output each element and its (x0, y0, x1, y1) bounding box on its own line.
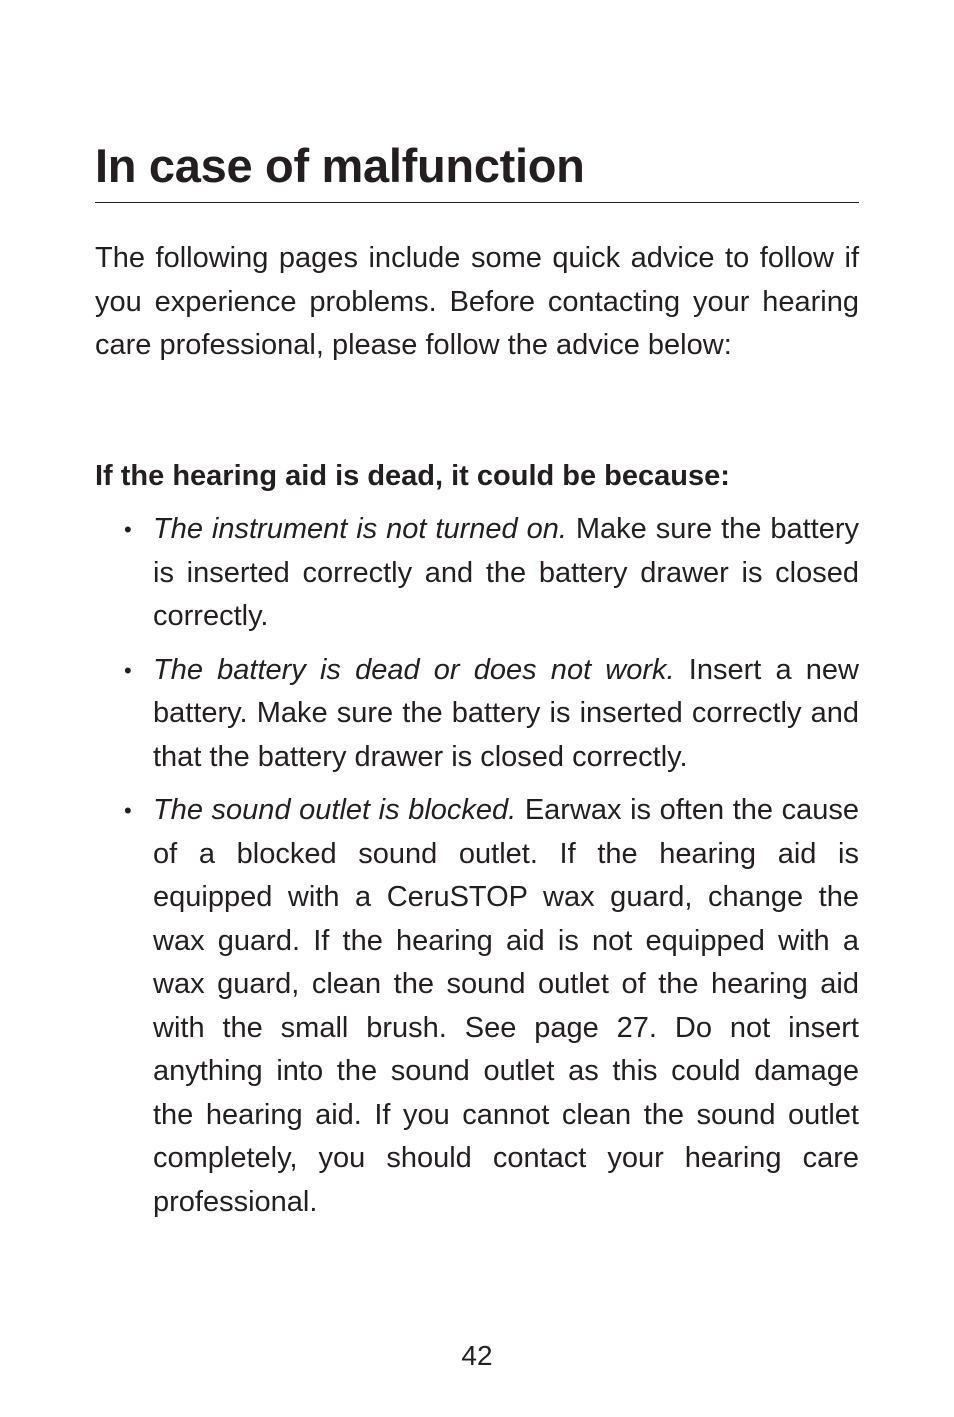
page-number: 42 (461, 1340, 493, 1371)
list-item (95, 649, 859, 780)
page-title: In case of malfunction (95, 139, 585, 192)
bullet-lead: The battery is dead or does not work. (153, 653, 675, 686)
list-item (95, 508, 859, 639)
bullet-text: Earwax is often the cause of a blocked sound outlet. If the hearing aid is equipped with a CeruSTOP wax guard, change the wax guard. If the hearing aid is not equipped with a wax guard, clean the sound outlet of the hearing aid with the small brush. See page 27. Do not insert anything into the sound outlet as this could damage the hearing aid. If you cannot clean the sound outlet completely, you should contact your hearing care professional. (153, 794, 859, 1218)
bullet-icon: • (124, 657, 132, 683)
bullet-text: Insert a new battery. Make sure the battery is inserted correctly and that the battery drawer is closed correctly. (153, 653, 859, 773)
bullet-icon: • (124, 517, 132, 542)
section-subheading: If the hearing aid is dead, it could be because: (95, 460, 730, 492)
list-item (95, 789, 859, 1224)
bullet-text: Make sure the battery is inserted correctly and the battery drawer is closed correctly. (153, 513, 859, 632)
bullet-lead: The sound outlet is blocked. (153, 794, 517, 826)
bullet-lead: The instrument is not turned on. (153, 513, 567, 545)
intro-paragraph: The following pages include some quick advice to follow if you experience problems. Before contacting your hearing care professional, please follow the advice below: (95, 242, 859, 361)
title-divider (95, 202, 859, 203)
bullet-icon: • (124, 798, 132, 823)
manual-page (95, 0, 859, 1417)
cause-list (95, 508, 859, 1234)
